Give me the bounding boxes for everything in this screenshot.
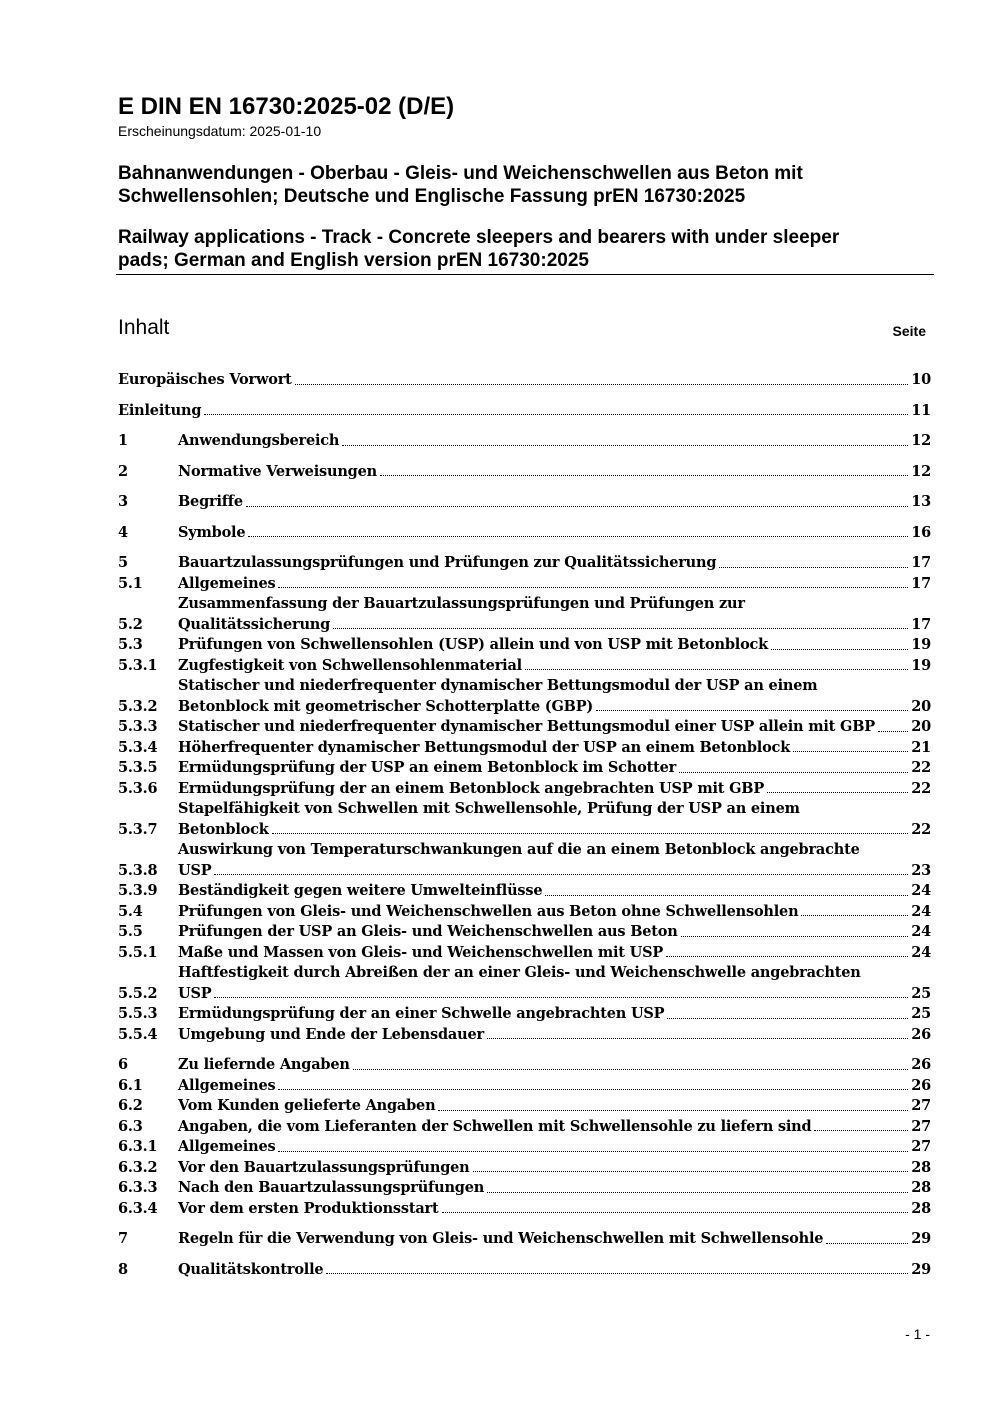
- toc-entry-number: 5.5.4: [118, 1025, 158, 1043]
- toc-entry-title: Prüfungen der USP an Gleis- und Weichenschwellen aus Beton: [178, 923, 678, 940]
- page-number: - 1 -: [905, 1326, 930, 1342]
- english-title: [118, 226, 934, 272]
- toc-entry[interactable]: [118, 594, 931, 635]
- toc-entry[interactable]: [118, 370, 931, 391]
- toc-leader-dots: [596, 710, 908, 711]
- toc-entry[interactable]: [118, 656, 931, 677]
- toc-entry-title: Einleitung: [118, 401, 202, 419]
- toc-leader-dots: [295, 384, 908, 385]
- toc-entry-title-continuation: Qualitätssicherung: [178, 615, 331, 633]
- toc-leader-dots: [525, 669, 908, 670]
- toc-entry-title: Vor den Bauartzulassungsprüfungen: [178, 1158, 470, 1176]
- document-id: E DIN EN 16730:2025-02 (D/E): [118, 93, 455, 120]
- toc-entry-title: Vor dem ersten Produktionsstart: [178, 1199, 439, 1217]
- toc-entry-title: Ermüdungsprüfung der an einer Schwelle angebrachten USP: [178, 1005, 665, 1022]
- toc-entry-title: Zusammenfassung der Bauartzulassungsprüfungen und Prüfungen zur: [178, 595, 745, 612]
- toc-entry[interactable]: [118, 635, 931, 656]
- toc-entry-title: Prüfungen von Gleis- und Weichenschwellen aus Beton ohne Schwellensohlen: [178, 902, 799, 920]
- toc-entry-page: 29: [911, 1230, 931, 1247]
- toc-leader-dots: [438, 1110, 908, 1111]
- toc-leader-dots: [333, 628, 908, 629]
- toc-entry-title: Normative Verweisungen: [178, 462, 377, 480]
- toc-leader-dots: [545, 895, 908, 896]
- toc-entry-page: 10: [911, 371, 931, 388]
- toc-leader-dots: [442, 1212, 909, 1213]
- toc-leader-dots: [666, 956, 908, 957]
- toc-entry-page: 25: [911, 1005, 931, 1022]
- toc-entry-number: 2: [118, 462, 128, 480]
- toc-entry-page: 27: [911, 1138, 931, 1155]
- toc-entry-number: 5.5: [118, 923, 143, 940]
- toc-entry-number: 5.3.1: [118, 656, 158, 674]
- toc-entry-page: 19: [911, 656, 931, 674]
- toc-entry-page: 20: [911, 718, 931, 735]
- toc-entry-number: 5.2: [118, 615, 143, 633]
- toc-entry[interactable]: [118, 717, 931, 738]
- toc-entry-page: 23: [911, 861, 931, 879]
- toc-entry[interactable]: [118, 1025, 931, 1046]
- toc-entry[interactable]: [118, 492, 931, 513]
- toc-entry-page: 22: [911, 820, 931, 838]
- toc-entry[interactable]: [118, 922, 931, 943]
- toc-entry-number: 6.2: [118, 1097, 143, 1114]
- toc-entry-number: 6.3.2: [118, 1158, 158, 1176]
- toc-entry[interactable]: [118, 799, 931, 840]
- toc-entry-title-continuation: Betonblock: [178, 820, 269, 838]
- toc-entry-page: 11: [911, 401, 931, 419]
- toc-leader-dots: [353, 1069, 908, 1070]
- toc-entry-title: Beständigkeit gegen weitere Umwelteinflüsse: [178, 882, 543, 899]
- english-title-line-2: pads; German and English version prEN 16730:2025: [118, 250, 589, 271]
- header-divider: [116, 274, 934, 275]
- toc-entry-title: Auswirkung von Temperaturschwankungen auf die an einem Betonblock angebrachte: [178, 841, 860, 858]
- toc-entry-page: 27: [911, 1117, 931, 1135]
- toc-leader-dots: [278, 1151, 908, 1152]
- toc-entry[interactable]: [118, 1260, 931, 1281]
- toc-entry-page: 17: [911, 615, 931, 633]
- toc-entry-page: 21: [911, 738, 931, 756]
- toc-entry-number: 6: [118, 1056, 128, 1073]
- toc-entry-number: 5.3.7: [118, 820, 158, 838]
- toc-entry-number: 6.3: [118, 1117, 143, 1135]
- toc-entry-number: 5.3: [118, 636, 143, 653]
- toc-entry-title: Prüfungen von Schwellensohlen (USP) allein und von USP mit Betonblock: [178, 636, 769, 653]
- toc-entry[interactable]: [118, 902, 931, 923]
- toc-entry-page: 17: [911, 554, 931, 571]
- toc-entry-title: Stapelfähigkeit von Schwellen mit Schwellensohle, Prüfung der USP an einem: [178, 800, 800, 817]
- toc-entry-title-continuation: USP: [178, 984, 212, 1002]
- toc-entry-number: 5: [118, 554, 128, 571]
- toc-leader-dots: [214, 997, 908, 998]
- toc-entry-page: 26: [911, 1076, 931, 1094]
- toc-entry-title: Begriffe: [178, 493, 243, 510]
- toc-entry[interactable]: [118, 676, 931, 717]
- toc-entry-title: Zugfestigkeit von Schwellensohlenmaterial: [178, 656, 522, 674]
- toc-leader-dots: [248, 536, 908, 537]
- toc-entry-title: Statischer und niederfrequenter dynamischer Bettungsmodul der USP an einem: [178, 677, 818, 694]
- toc-entry[interactable]: [118, 1004, 931, 1025]
- toc-entry-number: 5.5.3: [118, 1005, 158, 1022]
- toc-entry-number: 6.3.1: [118, 1138, 158, 1155]
- toc-entry-page: 16: [911, 523, 931, 541]
- toc-entry[interactable]: [118, 738, 931, 759]
- toc-entry[interactable]: [118, 401, 931, 422]
- toc-leader-dots: [204, 414, 908, 415]
- toc-leader-dots: [667, 1018, 908, 1019]
- toc-entry[interactable]: [118, 1199, 931, 1220]
- toc-entry[interactable]: [118, 1178, 931, 1199]
- toc-entry-number: 5.3.8: [118, 861, 158, 879]
- toc-entry-page: 26: [911, 1025, 931, 1043]
- toc-entry-title: Europäisches Vorwort: [118, 371, 292, 388]
- toc-entry-page: 26: [911, 1056, 931, 1073]
- toc-entry-number: 6.1: [118, 1076, 143, 1094]
- toc-entry-number: 3: [118, 493, 128, 510]
- toc-entry-title: Regeln für die Verwendung von Gleis- und Weichenschwellen mit Schwellensohle: [178, 1230, 824, 1247]
- toc-entry-page: 25: [911, 984, 931, 1002]
- toc-leader-dots: [473, 1171, 909, 1172]
- toc-entry[interactable]: [118, 553, 931, 574]
- toc-entry-page: 28: [911, 1199, 931, 1217]
- toc-entry-page: 24: [911, 923, 931, 940]
- toc-entry-title: Umgebung und Ende der Lebensdauer: [178, 1025, 484, 1043]
- toc-entry[interactable]: [118, 1158, 931, 1179]
- toc-entry-title-continuation: USP: [178, 861, 212, 879]
- toc-entry-page: 12: [911, 462, 931, 480]
- toc-leader-dots: [246, 506, 908, 507]
- toc-entry-page: 12: [911, 432, 931, 449]
- toc-entry-page: 22: [911, 759, 931, 776]
- english-title-line-1: Railway applications - Track - Concrete sleepers and bearers with under sleeper: [118, 227, 840, 248]
- toc-entry-number: 6.3.3: [118, 1179, 158, 1196]
- toc-leader-dots: [681, 936, 908, 937]
- toc-entry[interactable]: [118, 881, 931, 902]
- toc-entry-page: 28: [911, 1179, 931, 1196]
- toc-entry-title: Allgemeines: [178, 1138, 276, 1155]
- toc-leader-dots: [487, 1192, 908, 1193]
- toc-entry-title: Maße und Massen von Gleis- und Weichenschwellen mit USP: [178, 943, 664, 961]
- toc-entry-number: 5.4: [118, 902, 143, 920]
- toc-leader-dots: [793, 751, 908, 752]
- toc-entry-page: 24: [911, 882, 931, 899]
- toc-leader-dots: [826, 1243, 908, 1244]
- toc-entry-title: Qualitätskontrolle: [178, 1260, 324, 1278]
- toc-heading: Inhalt: [118, 316, 170, 339]
- toc-entry-number: 5.3.6: [118, 779, 158, 797]
- toc-entry-number: 5.3.3: [118, 718, 158, 735]
- toc-entry[interactable]: [118, 462, 931, 483]
- german-title-line-2: Schwellensohlen; Deutsche und Englische Fassung prEN 16730:2025: [118, 186, 746, 207]
- toc-entry[interactable]: [118, 1117, 931, 1138]
- toc-entry[interactable]: [118, 963, 931, 1004]
- toc-entry-title: Anwendungsbereich: [178, 432, 340, 449]
- toc-entry-title: Ermüdungsprüfung der an einem Betonblock angebrachten USP mit GBP: [178, 779, 765, 797]
- toc-entry-title: Allgemeines: [178, 1076, 276, 1094]
- publication-date: Erscheinungsdatum: 2025-01-10: [118, 123, 322, 139]
- toc-entry-number: 5.1: [118, 574, 143, 592]
- toc-entry-page: 13: [911, 493, 931, 510]
- toc-entry-title: Symbole: [178, 523, 246, 541]
- toc-entry-number: 5.5.2: [118, 984, 158, 1002]
- toc-entry-number: 5.3.9: [118, 882, 158, 899]
- toc-entry-page: 29: [911, 1260, 931, 1278]
- toc-leader-dots: [771, 649, 908, 650]
- toc-entry-page: 24: [911, 902, 931, 920]
- toc-entry[interactable]: [118, 943, 931, 964]
- toc-entry-number: 7: [118, 1230, 128, 1247]
- german-title-line-1: Bahnanwendungen - Oberbau - Gleis- und Weichenschwellen aus Beton mit: [118, 163, 803, 184]
- toc-entry[interactable]: [118, 1055, 931, 1076]
- toc-entry-number: 1: [118, 432, 128, 449]
- toc-entry[interactable]: [118, 1137, 931, 1158]
- toc-entry-page: 24: [911, 943, 931, 961]
- toc-entry-title: Haftfestigkeit durch Abreißen der an einer Gleis- und Weichenschwelle angebrachten: [178, 964, 861, 981]
- toc-entry[interactable]: [118, 779, 931, 800]
- toc-entry-number: 8: [118, 1260, 128, 1278]
- german-title: [118, 162, 934, 208]
- toc-entry[interactable]: [118, 523, 931, 544]
- toc-entry-page: 27: [911, 1097, 931, 1114]
- toc-entry-title: Statischer und niederfrequenter dynamischer Bettungsmodul einer USP allein mit GBP: [178, 718, 875, 735]
- toc-entry-title: Höherfrequenter dynamischer Bettungsmodul der USP an einem Betonblock: [178, 738, 791, 756]
- toc-entry-number: 6.3.4: [118, 1199, 158, 1217]
- toc-leader-dots: [326, 1273, 908, 1274]
- toc-entry[interactable]: [118, 758, 931, 779]
- toc-leader-dots: [719, 567, 908, 568]
- toc-entry-page: 17: [911, 574, 931, 592]
- toc-entry-title: Zu liefernde Angaben: [178, 1056, 350, 1073]
- toc-leader-dots: [801, 915, 908, 916]
- toc-leader-dots: [380, 475, 908, 476]
- toc-entry-number: 5.3.2: [118, 697, 158, 715]
- toc-entry-page: 28: [911, 1158, 931, 1176]
- toc-entry-page: 22: [911, 779, 931, 797]
- toc-entry-number: 5.3.5: [118, 759, 158, 776]
- toc-entry[interactable]: [118, 840, 931, 881]
- toc-entry-number: 5.3.4: [118, 738, 158, 756]
- document-header: [118, 92, 934, 272]
- toc-entry-number: 4: [118, 523, 128, 541]
- toc-entry[interactable]: [118, 1076, 931, 1097]
- table-of-contents: [118, 370, 931, 1280]
- toc-entry-title: Bauartzulassungsprüfungen und Prüfungen zur Qualitätssicherung: [178, 554, 717, 571]
- page-column-label: Seite: [892, 323, 926, 339]
- toc-entry-title: Allgemeines: [178, 574, 276, 592]
- toc-entry[interactable]: [118, 574, 931, 595]
- toc-leader-dots: [814, 1130, 908, 1131]
- toc-leader-dots: [487, 1038, 908, 1039]
- toc-entry-title: Angaben, die vom Lieferanten der Schwellen mit Schwellensohle zu liefern sind: [178, 1117, 812, 1135]
- toc-leader-dots: [214, 874, 908, 875]
- toc-entry-title: Ermüdungsprüfung der USP an einem Betonblock im Schotter: [178, 759, 677, 776]
- toc-entry-number: 5.5.1: [118, 943, 158, 961]
- toc-leader-dots: [278, 587, 908, 588]
- toc-leader-dots: [278, 1089, 908, 1090]
- toc-entry-page: 19: [911, 636, 931, 653]
- toc-entry-page: 20: [911, 697, 931, 715]
- toc-entry[interactable]: [118, 1096, 931, 1117]
- toc-leader-dots: [878, 731, 908, 732]
- toc-leader-dots: [342, 445, 908, 446]
- toc-leader-dots: [272, 833, 908, 834]
- toc-leader-dots: [679, 772, 908, 773]
- toc-leader-dots: [767, 792, 908, 793]
- toc-entry-title: Nach den Bauartzulassungsprüfungen: [178, 1179, 485, 1196]
- toc-entry[interactable]: [118, 431, 931, 452]
- toc-entry-title: Vom Kunden gelieferte Angaben: [178, 1097, 436, 1114]
- toc-entry[interactable]: [118, 1229, 931, 1250]
- toc-entry-title-continuation: Betonblock mit geometrischer Schotterplatte (GBP): [178, 697, 594, 715]
